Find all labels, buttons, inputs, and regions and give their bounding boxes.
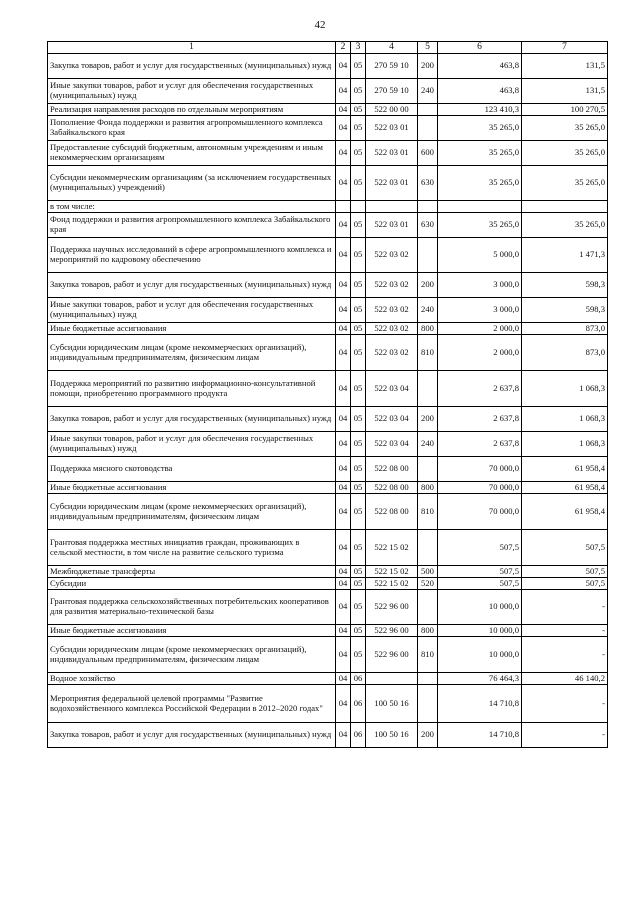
cell-section: 04: [336, 578, 351, 590]
cell-section: 04: [336, 457, 351, 482]
page-number: 42: [314, 19, 326, 31]
cell-subsection: 05: [351, 578, 366, 590]
cell-subsection: 05: [351, 494, 366, 530]
cell-subsection: 05: [351, 335, 366, 371]
cell-amount-1: 10 000,0: [438, 590, 522, 625]
cell-subsection: 05: [351, 238, 366, 273]
cell-section: 04: [336, 298, 351, 323]
cell-amount-1: 14 710,8: [438, 685, 522, 723]
cell-expense-type: 810: [418, 335, 438, 371]
column-header: 2: [336, 42, 351, 54]
cell-name: Водное хозяйство: [48, 673, 336, 685]
cell-target-article: 100 50 16: [366, 685, 418, 723]
cell-section: 04: [336, 590, 351, 625]
cell-name: Иные бюджетные ассигнования: [48, 625, 336, 637]
table-row: [48, 637, 608, 673]
cell-name: Субсидии юридическим лицам (кроме некоммерческих организаций), индивидуальным предпринимателям, физическим лицам: [48, 335, 336, 371]
cell-amount-2: 100 270,5: [522, 104, 608, 116]
cell-target-article: 522 08 00: [366, 457, 418, 482]
cell-expense-type: 630: [418, 213, 438, 238]
cell-expense-type: [418, 530, 438, 566]
cell-section: 04: [336, 494, 351, 530]
cell-target-article: 522 96 00: [366, 637, 418, 673]
table-row: [48, 54, 608, 79]
cell-amount-1: 2 000,0: [438, 335, 522, 371]
cell-name: Поддержка мясного скотоводства: [48, 457, 336, 482]
cell-expense-type: [418, 104, 438, 116]
cell-amount-2: 35 265,0: [522, 213, 608, 238]
cell-amount-2: 1 068,3: [522, 407, 608, 432]
cell-amount-2: 131,5: [522, 79, 608, 104]
cell-subsection: 05: [351, 54, 366, 79]
cell-amount-1: 35 265,0: [438, 116, 522, 141]
column-header: 3: [351, 42, 366, 54]
cell-section: 04: [336, 637, 351, 673]
cell-expense-type: [418, 457, 438, 482]
cell-subsection: 05: [351, 371, 366, 407]
cell-section: 04: [336, 79, 351, 104]
table-row: [48, 578, 608, 590]
cell-amount-1: 507,5: [438, 566, 522, 578]
column-header: 6: [438, 42, 522, 54]
cell-subsection: 06: [351, 673, 366, 685]
cell-expense-type: 810: [418, 637, 438, 673]
table-row: [48, 371, 608, 407]
cell-subsection: 05: [351, 79, 366, 104]
cell-subsection: 05: [351, 273, 366, 298]
table-row: [48, 457, 608, 482]
cell-amount-1: 70 000,0: [438, 457, 522, 482]
cell-section: 04: [336, 371, 351, 407]
cell-name: Грантовая поддержка сельскохозяйственных потребительских кооперативов для развития материально-технической базы: [48, 590, 336, 625]
cell-target-article: 522 03 01: [366, 141, 418, 166]
cell-target-article: 522 03 01: [366, 213, 418, 238]
cell-expense-type: 240: [418, 432, 438, 457]
cell-amount-2: -: [522, 685, 608, 723]
cell-target-article: 522 00 00: [366, 104, 418, 116]
cell-expense-type: 240: [418, 298, 438, 323]
cell-target-article: 522 03 02: [366, 238, 418, 273]
table-row: [48, 482, 608, 494]
cell-expense-type: [418, 685, 438, 723]
cell-name: Иные бюджетные ассигнования: [48, 482, 336, 494]
cell-section: 04: [336, 407, 351, 432]
cell-section: 04: [336, 530, 351, 566]
cell-section: 04: [336, 104, 351, 116]
cell-name: Межбюджетные трансферты: [48, 566, 336, 578]
cell-name: Субсидии: [48, 578, 336, 590]
column-header: 5: [418, 42, 438, 54]
column-header: 1: [48, 42, 336, 54]
cell-amount-1: 3 000,0: [438, 273, 522, 298]
cell-subsection: 05: [351, 166, 366, 201]
column-header: 4: [366, 42, 418, 54]
cell-name: Реализация направления расходов по отдельным мероприятиям: [48, 104, 336, 116]
cell-subsection: 05: [351, 590, 366, 625]
cell-section: 04: [336, 213, 351, 238]
cell-subsection: 06: [351, 685, 366, 723]
cell-amount-1: 14 710,8: [438, 723, 522, 748]
cell-section: 04: [336, 566, 351, 578]
cell-amount-1: 70 000,0: [438, 494, 522, 530]
cell-subsection: 05: [351, 457, 366, 482]
table-row: [48, 273, 608, 298]
table-row: [48, 685, 608, 723]
cell-target-article: 270 59 10: [366, 54, 418, 79]
table-row: [48, 166, 608, 201]
cell-amount-1: 5 000,0: [438, 238, 522, 273]
cell-section: 04: [336, 685, 351, 723]
cell-name: Закупка товаров, работ и услуг для государственных (муниципальных) нужд: [48, 54, 336, 79]
table-row: [48, 213, 608, 238]
cell-section: 04: [336, 335, 351, 371]
cell-expense-type: 810: [418, 494, 438, 530]
cell-name: Закупка товаров, работ и услуг для государственных (муниципальных) нужд: [48, 273, 336, 298]
cell-amount-2: 873,0: [522, 335, 608, 371]
cell-target-article: 522 15 02: [366, 578, 418, 590]
table-row: [48, 407, 608, 432]
cell-target-article: 270 59 10: [366, 79, 418, 104]
cell-name: Поддержка научных исследований в сфере агропромышленного комплекса и мероприятий по кадровому обеспечению: [48, 238, 336, 273]
cell-subsection: 05: [351, 432, 366, 457]
cell-subsection: 05: [351, 298, 366, 323]
cell-target-article: 522 03 02: [366, 298, 418, 323]
table-row: [48, 723, 608, 748]
cell-name: Иные закупки товаров, работ и услуг для обеспечения государственных (муниципальных) нужд: [48, 432, 336, 457]
table-row: [48, 494, 608, 530]
cell-amount-1: 10 000,0: [438, 637, 522, 673]
cell-amount-1: 2 637,8: [438, 432, 522, 457]
cell-section: 04: [336, 273, 351, 298]
cell-subsection: 05: [351, 625, 366, 637]
cell-amount-2: -: [522, 625, 608, 637]
cell-amount-1: 507,5: [438, 578, 522, 590]
cell-section: 04: [336, 625, 351, 637]
cell-amount-1: 123 410,3: [438, 104, 522, 116]
cell-expense-type: 800: [418, 625, 438, 637]
cell-amount-2: 1 471,3: [522, 238, 608, 273]
budget-table: [47, 41, 608, 748]
cell-name: Иные закупки товаров, работ и услуг для обеспечения государственных (муниципальных) нужд: [48, 298, 336, 323]
cell-amount-1: 3 000,0: [438, 298, 522, 323]
cell-amount-1: 463,8: [438, 54, 522, 79]
cell-expense-type: 800: [418, 482, 438, 494]
table-row: [48, 432, 608, 457]
cell-amount-2: 507,5: [522, 566, 608, 578]
cell-section: 04: [336, 116, 351, 141]
cell-name: Мероприятия федеральной целевой программы "Развитие водохозяйственного комплекса Российской Федерации в 2012–2020 годах": [48, 685, 336, 723]
cell-name: Пополнение Фонда поддержки и развития агропромышленного комплекса Забайкальского края: [48, 116, 336, 141]
cell-amount-2: -: [522, 590, 608, 625]
cell-target-article: 522 96 00: [366, 590, 418, 625]
cell-subsection: 05: [351, 104, 366, 116]
cell-amount-1: 35 265,0: [438, 213, 522, 238]
table-row: [48, 238, 608, 273]
cell-amount-2: 1 068,3: [522, 432, 608, 457]
cell-section: 04: [336, 166, 351, 201]
cell-amount-1: [438, 201, 522, 213]
cell-target-article: 522 03 02: [366, 335, 418, 371]
cell-target-article: 522 08 00: [366, 482, 418, 494]
cell-target-article: 522 03 02: [366, 323, 418, 335]
table-row: [48, 141, 608, 166]
cell-target-article: 522 03 02: [366, 273, 418, 298]
cell-subsection: 05: [351, 566, 366, 578]
cell-section: 04: [336, 323, 351, 335]
cell-target-article: 522 03 04: [366, 432, 418, 457]
cell-expense-type: [418, 371, 438, 407]
cell-amount-2: 507,5: [522, 530, 608, 566]
cell-name: Грантовая поддержка местных инициатив граждан, проживающих в сельской местности, в том числе на развитие сельского туризма: [48, 530, 336, 566]
cell-subsection: 05: [351, 116, 366, 141]
table-row: [48, 116, 608, 141]
cell-target-article: 522 08 00: [366, 494, 418, 530]
cell-name: в том числе:: [48, 201, 336, 213]
cell-amount-1: 76 464,3: [438, 673, 522, 685]
cell-expense-type: 200: [418, 54, 438, 79]
cell-name: Поддержка мероприятий по развитию информационно-консультативной помощи, приобретению программного продукта: [48, 371, 336, 407]
table-row: [48, 673, 608, 685]
cell-amount-2: 507,5: [522, 578, 608, 590]
table-row: [48, 104, 608, 116]
table-row: [48, 590, 608, 625]
cell-subsection: 05: [351, 482, 366, 494]
cell-name: Закупка товаров, работ и услуг для государственных (муниципальных) нужд: [48, 407, 336, 432]
cell-expense-type: [418, 201, 438, 213]
cell-amount-2: 61 958,4: [522, 482, 608, 494]
cell-name: Закупка товаров, работ и услуг для государственных (муниципальных) нужд: [48, 723, 336, 748]
cell-amount-2: 35 265,0: [522, 141, 608, 166]
cell-expense-type: 500: [418, 566, 438, 578]
cell-amount-2: 61 958,4: [522, 457, 608, 482]
cell-expense-type: [418, 673, 438, 685]
cell-amount-2: 35 265,0: [522, 116, 608, 141]
cell-target-article: 100 50 16: [366, 723, 418, 748]
cell-subsection: 05: [351, 530, 366, 566]
cell-amount-2: [522, 201, 608, 213]
table-row: [48, 201, 608, 213]
cell-amount-2: 873,0: [522, 323, 608, 335]
cell-section: 04: [336, 482, 351, 494]
cell-amount-2: 598,3: [522, 298, 608, 323]
cell-expense-type: 240: [418, 79, 438, 104]
cell-name: Предоставление субсидий бюджетным, автономным учреждениям и иным некоммерческим организациям: [48, 141, 336, 166]
cell-amount-2: -: [522, 637, 608, 673]
cell-amount-2: 1 068,3: [522, 371, 608, 407]
cell-expense-type: 520: [418, 578, 438, 590]
cell-section: 04: [336, 432, 351, 457]
cell-subsection: 05: [351, 407, 366, 432]
cell-subsection: [351, 201, 366, 213]
cell-expense-type: 630: [418, 166, 438, 201]
cell-subsection: 05: [351, 637, 366, 673]
cell-target-article: 522 03 04: [366, 371, 418, 407]
table-row: [48, 335, 608, 371]
cell-expense-type: 200: [418, 407, 438, 432]
cell-expense-type: [418, 238, 438, 273]
cell-section: 04: [336, 673, 351, 685]
cell-amount-1: 463,8: [438, 79, 522, 104]
cell-expense-type: 800: [418, 323, 438, 335]
cell-section: 04: [336, 54, 351, 79]
cell-name: Иные закупки товаров, работ и услуг для обеспечения государственных (муниципальных) нужд: [48, 79, 336, 104]
cell-amount-1: 2 000,0: [438, 323, 522, 335]
cell-section: 04: [336, 141, 351, 166]
cell-target-article: 522 03 01: [366, 166, 418, 201]
cell-expense-type: 200: [418, 723, 438, 748]
cell-expense-type: [418, 590, 438, 625]
cell-amount-2: 46 140,2: [522, 673, 608, 685]
table-row: [48, 625, 608, 637]
cell-amount-1: 2 637,8: [438, 371, 522, 407]
cell-name: Фонд поддержки и развития агропромышленного комплекса Забайкальского края: [48, 213, 336, 238]
cell-amount-2: 61 958,4: [522, 494, 608, 530]
column-header: 7: [522, 42, 608, 54]
cell-amount-2: -: [522, 723, 608, 748]
cell-expense-type: [418, 116, 438, 141]
table-header-row: [48, 42, 608, 54]
cell-expense-type: 600: [418, 141, 438, 166]
cell-section: 04: [336, 723, 351, 748]
cell-subsection: 06: [351, 723, 366, 748]
cell-target-article: [366, 201, 418, 213]
cell-target-article: 522 96 00: [366, 625, 418, 637]
cell-amount-2: 35 265,0: [522, 166, 608, 201]
cell-subsection: 05: [351, 213, 366, 238]
cell-expense-type: 200: [418, 273, 438, 298]
cell-amount-1: 507,5: [438, 530, 522, 566]
cell-amount-1: 35 265,0: [438, 141, 522, 166]
cell-amount-1: 2 637,8: [438, 407, 522, 432]
cell-amount-1: 10 000,0: [438, 625, 522, 637]
cell-section: 04: [336, 238, 351, 273]
cell-subsection: 05: [351, 141, 366, 166]
table-row: [48, 298, 608, 323]
cell-subsection: 05: [351, 323, 366, 335]
cell-target-article: 522 15 02: [366, 566, 418, 578]
cell-section: [336, 201, 351, 213]
table-row: [48, 566, 608, 578]
cell-amount-1: 70 000,0: [438, 482, 522, 494]
table-row: [48, 530, 608, 566]
cell-name: Иные бюджетные ассигнования: [48, 323, 336, 335]
cell-target-article: 522 15 02: [366, 530, 418, 566]
cell-name: Субсидии юридическим лицам (кроме некоммерческих организаций), индивидуальным предпринимателям, физическим лицам: [48, 637, 336, 673]
cell-amount-1: 35 265,0: [438, 166, 522, 201]
table-row: [48, 323, 608, 335]
cell-name: Субсидии некоммерческим организациям (за исключением государственных (муниципальных) учреждений): [48, 166, 336, 201]
cell-target-article: [366, 673, 418, 685]
cell-amount-2: 131,5: [522, 54, 608, 79]
table-body: [48, 54, 608, 748]
cell-name: Субсидии юридическим лицам (кроме некоммерческих организаций), индивидуальным предпринимателям, физическим лицам: [48, 494, 336, 530]
table-row: [48, 79, 608, 104]
cell-target-article: 522 03 01: [366, 116, 418, 141]
cell-target-article: 522 03 04: [366, 407, 418, 432]
cell-amount-2: 598,3: [522, 273, 608, 298]
